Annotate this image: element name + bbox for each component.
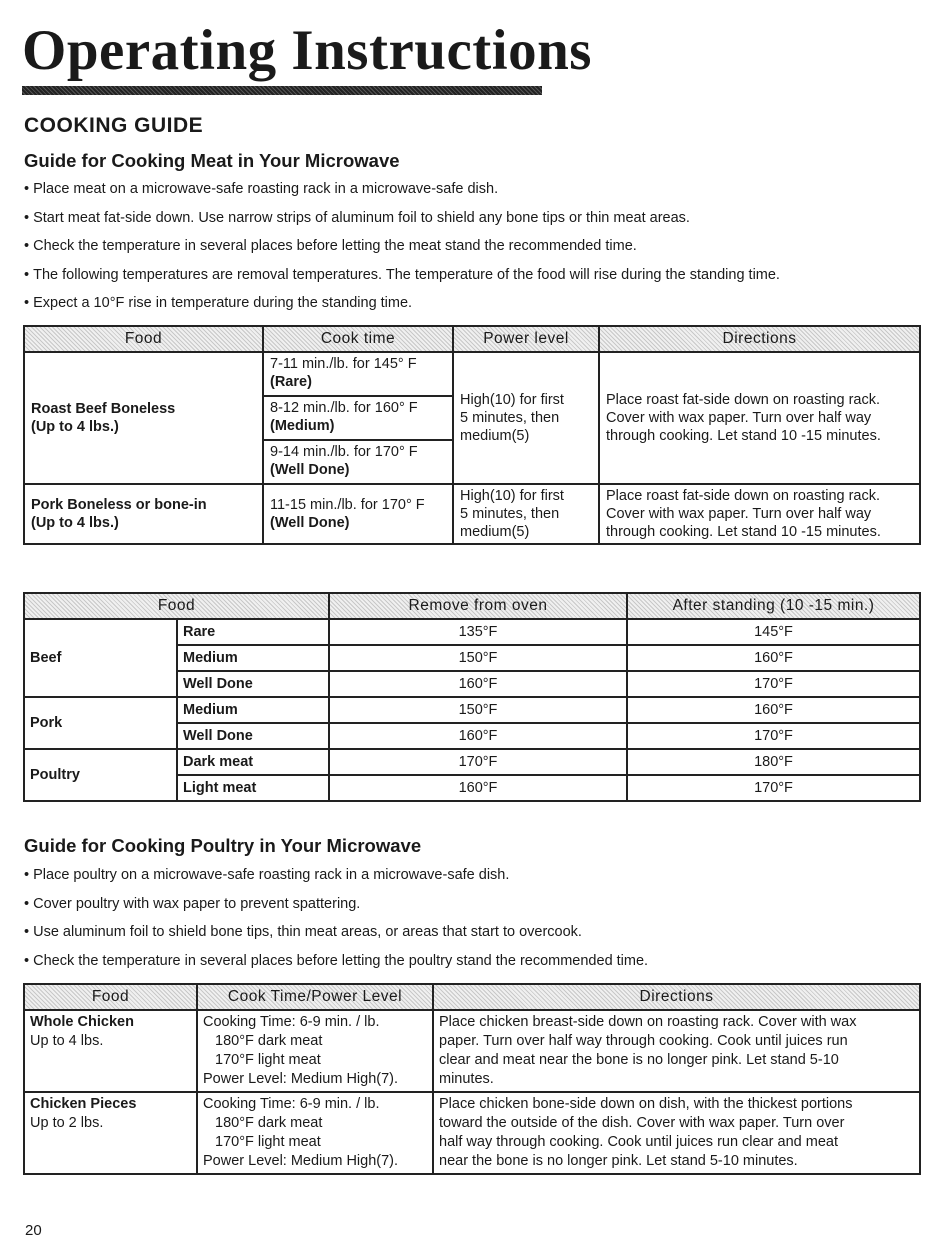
power-text: medium(5) [460, 524, 530, 540]
table-row [24, 619, 920, 645]
cook-time-cell [263, 396, 453, 440]
power-text: 5 minutes, then [460, 506, 560, 522]
food-cell [24, 1010, 197, 1092]
power-text: 5 minutes, then [460, 410, 560, 426]
food-weight: (Up to 4 lbs.) [31, 515, 119, 531]
table-header-row [24, 593, 920, 619]
page-number: 20 [25, 1222, 42, 1239]
directions-text: minutes. [439, 1071, 494, 1087]
remove-temp-cell: 150°F [329, 645, 627, 671]
meat-bullet-list [24, 175, 780, 318]
food-weight: (Up to 4 lbs.) [31, 419, 119, 435]
after-standing-cell: 145°F [627, 619, 920, 645]
poultry-bullet-list [24, 861, 648, 975]
table-row [24, 697, 920, 723]
doneness-cell: Medium [177, 697, 329, 723]
directions-text: Place roast fat-side down on roasting rack. [606, 392, 881, 408]
column-header: Cook time [263, 326, 453, 352]
doneness-cell: Medium [177, 645, 329, 671]
doneness: (Rare) [270, 374, 312, 390]
doneness-cell: Well Done [177, 723, 329, 749]
table-row [24, 1010, 920, 1092]
directions-text: near the bone is no longer pink. Let stand 5-10 minutes. [439, 1153, 798, 1169]
meat-guide-heading: Guide for Cooking Meat in Your Microwave [24, 150, 400, 171]
directions-cell [599, 352, 920, 484]
remove-temp-cell: 160°F [329, 723, 627, 749]
cook-time: 11-15 min./lb. for 170° F [270, 497, 425, 513]
food-weight: Up to 2 lbs. [30, 1115, 104, 1131]
cook-time-cell [263, 352, 453, 396]
cook-text: Cooking Time: 6-9 min. / lb. [203, 1014, 380, 1030]
power-text: High(10) for first [460, 488, 564, 504]
directions-cell [433, 1010, 920, 1092]
food-weight: Up to 4 lbs. [30, 1033, 104, 1049]
after-standing-cell: 170°F [627, 671, 920, 697]
directions-text: Cover with wax paper. Turn over half way [606, 506, 872, 522]
section-heading: COOKING GUIDE [24, 114, 204, 137]
column-header: Remove from oven [329, 593, 627, 619]
table-header-row [24, 984, 920, 1010]
directions-cell [433, 1092, 920, 1174]
cook-time-power-cell [197, 1010, 433, 1092]
column-header: Cook Time/Power Level [197, 984, 433, 1010]
poultry-bullet: • Use aluminum foil to shield bone tips, thin meat areas, or areas that start to overcook. [24, 918, 648, 947]
table-row [24, 1092, 920, 1174]
power-text: medium(5) [460, 428, 530, 444]
after-standing-cell: 170°F [627, 775, 920, 801]
meat-cooking-table [23, 325, 921, 545]
page-title: Operating Instructions [22, 19, 592, 82]
food-group-cell: Pork [24, 697, 177, 749]
remove-temp-cell: 170°F [329, 749, 627, 775]
directions-text: half way through cooking. Cook until juices run clear and meat [439, 1134, 838, 1150]
cook-text: Cooking Time: 6-9 min. / lb. [203, 1096, 380, 1112]
cook-text: Power Level: Medium High(7). [203, 1071, 399, 1087]
cook-time-power-cell [197, 1092, 433, 1174]
remove-temp-cell: 160°F [329, 775, 627, 801]
meat-bullet: • Start meat fat-side down. Use narrow strips of aluminum foil to shield any bone tips or thin meat areas. [24, 204, 780, 233]
doneness: (Well Done) [270, 515, 350, 531]
after-standing-cell: 160°F [627, 645, 920, 671]
table-row [24, 484, 920, 544]
table-row [24, 749, 920, 775]
cook-time-cell [263, 440, 453, 484]
poultry-cooking-table [23, 983, 921, 1175]
doneness: (Medium) [270, 418, 335, 434]
food-name: Whole Chicken [30, 1014, 134, 1030]
food-group-cell: Beef [24, 619, 177, 697]
after-standing-cell: 170°F [627, 723, 920, 749]
food-name: Roast Beef Boneless [31, 401, 176, 417]
column-header: Power level [453, 326, 599, 352]
column-header: After standing (10 -15 min.) [627, 593, 920, 619]
poultry-guide-heading: Guide for Cooking Poultry in Your Microwave [24, 835, 422, 856]
poultry-bullet: • Check the temperature in several places before letting the poultry stand the recommended time. [24, 947, 648, 976]
directions-text: through cooking. Let stand 10 -15 minutes. [606, 428, 881, 444]
directions-text: Cover with wax paper. Turn over half way [606, 410, 872, 426]
food-cell [24, 1092, 197, 1174]
column-header: Directions [433, 984, 920, 1010]
power-text: High(10) for first [460, 392, 564, 408]
poultry-bullet: • Place poultry on a microwave-safe roasting rack in a microwave-safe dish. [24, 861, 648, 890]
cook-text: 180°F dark meat [215, 1033, 323, 1049]
column-header: Food [24, 326, 263, 352]
table-header-row [24, 326, 920, 352]
power-level-cell [453, 484, 599, 544]
cook-time: 8-12 min./lb. for 160° F [270, 400, 418, 416]
directions-text: Place chicken bone-side down on dish, with the thickest portions [439, 1096, 853, 1112]
doneness-cell: Light meat [177, 775, 329, 801]
food-name: Pork Boneless or bone-in [31, 497, 207, 513]
cook-time: 9-14 min./lb. for 170° F [270, 444, 418, 460]
column-header: Directions [599, 326, 920, 352]
food-group-cell: Poultry [24, 749, 177, 801]
food-name: Chicken Pieces [30, 1096, 137, 1112]
temperature-table [23, 592, 921, 802]
directions-text: paper. Turn over half way through cooking. Cook until juices run [439, 1033, 848, 1049]
cook-time-cell [263, 484, 453, 544]
remove-temp-cell: 135°F [329, 619, 627, 645]
doneness: (Well Done) [270, 462, 350, 478]
column-header: Food [24, 984, 197, 1010]
meat-bullet: • The following temperatures are removal temperatures. The temperature of the food will rise during the standing time. [24, 261, 780, 290]
doneness-cell: Well Done [177, 671, 329, 697]
directions-text: Place chicken breast-side down on roasting rack. Cover with wax [439, 1014, 857, 1030]
directions-text: toward the outside of the dish. Cover with wax paper. Turn over [439, 1115, 845, 1131]
meat-bullet: • Expect a 10°F rise in temperature during the standing time. [24, 289, 780, 318]
food-cell [24, 484, 263, 544]
remove-temp-cell: 150°F [329, 697, 627, 723]
cook-text: 170°F light meat [215, 1052, 321, 1068]
directions-text: through cooking. Let stand 10 -15 minutes. [606, 524, 881, 540]
food-cell [24, 352, 263, 484]
power-level-cell [453, 352, 599, 484]
directions-cell [599, 484, 920, 544]
poultry-bullet: • Cover poultry with wax paper to prevent spattering. [24, 890, 648, 919]
meat-bullet: • Check the temperature in several places before letting the meat stand the recommended time. [24, 232, 780, 261]
cook-text: 180°F dark meat [215, 1115, 323, 1131]
after-standing-cell: 160°F [627, 697, 920, 723]
after-standing-cell: 180°F [627, 749, 920, 775]
column-header: Food [24, 593, 329, 619]
directions-text: clear and meat near the bone is no longer pink. Let stand 5-10 [439, 1052, 839, 1068]
title-underline [22, 86, 542, 95]
meat-bullet: • Place meat on a microwave-safe roasting rack in a microwave-safe dish. [24, 175, 780, 204]
cook-time: 7-11 min./lb. for 145° F [270, 356, 417, 372]
doneness-cell: Dark meat [177, 749, 329, 775]
table-row [24, 352, 920, 396]
cook-text: Power Level: Medium High(7). [203, 1153, 399, 1169]
doneness-cell: Rare [177, 619, 329, 645]
directions-text: Place roast fat-side down on roasting rack. [606, 488, 881, 504]
remove-temp-cell: 160°F [329, 671, 627, 697]
cook-text: 170°F light meat [215, 1134, 321, 1150]
